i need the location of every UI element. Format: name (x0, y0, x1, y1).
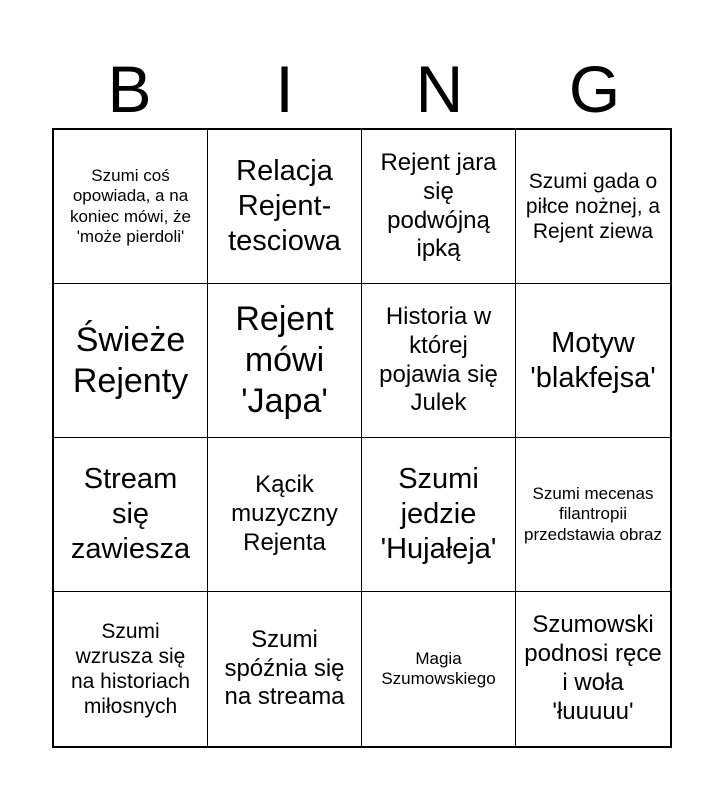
bingo-cell[interactable] (362, 438, 516, 592)
bingo-cell-text: Szumi jedzie 'Hujałeja' (380, 463, 497, 565)
bingo-cell[interactable] (54, 130, 208, 284)
bingo-grid (52, 128, 672, 748)
bingo-cell[interactable] (208, 284, 362, 438)
header-letter-n: N (415, 52, 464, 126)
bingo-header (52, 50, 672, 128)
bingo-cell[interactable] (362, 284, 516, 438)
bingo-cell-text: Szumi gada o piłce nożnej, a Rejent ziewa (525, 169, 661, 244)
header-letter-b: B (107, 52, 152, 126)
bingo-cell[interactable] (516, 130, 670, 284)
bingo-cell-text: Szumi coś opowiada, a na koniec mówi, że 'może pierdoli' (70, 165, 191, 246)
bingo-cell-text: Szumi spóźnia się na streama (224, 625, 345, 711)
bingo-cell-text: Rejent mówi 'Japa' (235, 300, 334, 420)
bingo-cell-text: Świeże Rejenty (72, 320, 189, 400)
bingo-cell[interactable] (516, 438, 670, 592)
bingo-cell-text: Szumi wzrusza się na historiach miłosnych (70, 619, 191, 719)
bingo-cell[interactable] (54, 592, 208, 746)
bingo-cell[interactable] (516, 284, 670, 438)
bingo-cell[interactable] (362, 592, 516, 746)
bingo-cell-text: Stream się zawiesza (70, 463, 191, 565)
bingo-cell-text: Magia Szumowskiego (381, 648, 496, 688)
bingo-cell[interactable] (208, 592, 362, 746)
bingo-cell-text: Relacja Rejent-tesciowa (228, 155, 341, 257)
header-letter-g: G (568, 52, 621, 126)
bingo-cell-text: Motyw 'blakfejsa' (530, 326, 656, 394)
bingo-cell-text: Historia w której pojawia się Julek (379, 302, 498, 417)
bingo-cell-text: Rejent jara się podwójną ipką (380, 148, 497, 263)
bingo-cell[interactable] (208, 438, 362, 592)
bingo-cell[interactable] (516, 592, 670, 746)
bingo-cell-text: Szumowski podnosi ręce i woła 'łuuuuu' (524, 611, 662, 725)
bingo-cell-text: Kącik muzyczny Rejenta (231, 471, 338, 556)
bingo-cell[interactable] (208, 130, 362, 284)
bingo-cell[interactable] (362, 130, 516, 284)
bingo-cell[interactable] (54, 284, 208, 438)
header-letter-i: I (275, 52, 294, 126)
bingo-cell[interactable] (54, 438, 208, 592)
bingo-cell-text: Szumi mecenas filantropii przedstawia obraz (524, 483, 662, 544)
